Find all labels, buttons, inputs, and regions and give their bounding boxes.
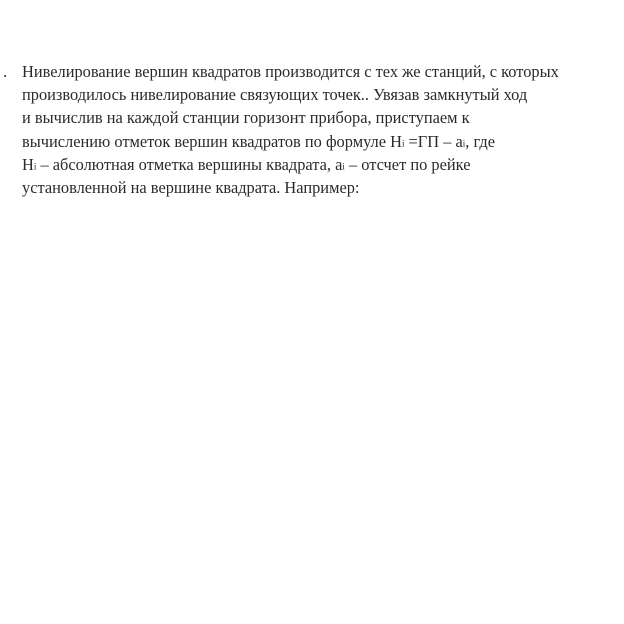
- paragraph-line-2: производилось нивелирование связующих точек.. Увязав замкнутый ход: [22, 85, 528, 105]
- formula-subscript-a: i: [462, 138, 466, 149]
- definition-subscript-h: i: [33, 161, 37, 172]
- formula-subscript-h: i: [401, 138, 405, 149]
- formula-trailing-text: , где: [465, 131, 496, 151]
- definition-subscript-a: i: [342, 161, 345, 172]
- paragraph-line-3: и вычислив на каждой станции горизонт прибора, приступаем к: [22, 108, 470, 128]
- list-bullet: .: [3, 62, 8, 81]
- paragraph-line-6: установленной на вершине квадрата. Например:: [22, 177, 360, 197]
- paragraph-line-4: [22, 130, 622, 153]
- definition-trailing-text: – отсчет по рейке: [344, 154, 471, 174]
- formula-expression: =ГП – a: [404, 131, 463, 151]
- body-paragraph: [22, 60, 622, 199]
- formula-lead-text: вычислению отметок вершин квадратов по формуле H: [22, 131, 402, 151]
- definition-symbol-h: H: [22, 154, 34, 174]
- definition-text: – абсолютная отметка вершины квадрата, a: [36, 154, 343, 174]
- paragraph-line-1: Нивелирование вершин квадратов производится с тех же станций, с которых: [22, 62, 559, 81]
- paragraph-line-5: [22, 153, 622, 176]
